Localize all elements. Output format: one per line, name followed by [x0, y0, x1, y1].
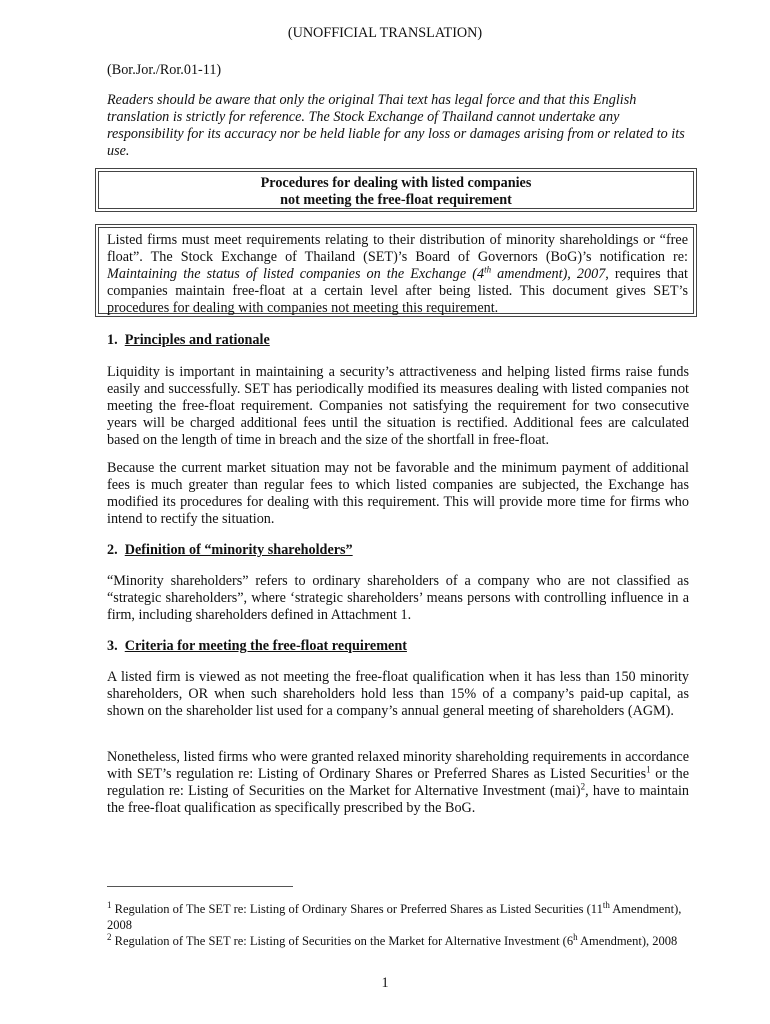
reference-code: (Bor.Jor./Ror.01-11) [107, 62, 222, 78]
footnote-text: Regulation of The SET re: Listing of Ordinary Shares or Preferred Shares as Listed Securities (11 [111, 902, 603, 916]
section-2-heading [107, 542, 353, 559]
para-text: , have to maintain the free-float qualification as specifically prescribed by the BoG. [107, 783, 689, 816]
para-text: Nonetheless, listed firms who were granted relaxed minority shareholding requirements in accordance with SET’s regulation re: Listing of Ordinary Shares or Preferred Shares as Listed Securities [107, 749, 689, 782]
footnote-divider [107, 886, 293, 887]
ordinal-sup: h [573, 931, 578, 942]
footnote-ref-2[interactable]: 2 [580, 781, 586, 792]
section-2-paragraph-1: “Minority shareholders” refers to ordinary shareholders of a company who are not classified as “strategic shareholders”, where ‘strategic shareholders’ means persons with controlling influence in a firm, including shareholders defined in Attachment 1. [107, 573, 689, 623]
section-number: 3. [107, 638, 118, 654]
intro-text-1: Listed firms must meet requirements relating to their distribution of minority shareholdings or “free float”. The Stock Exchange of Thailand (SET)’s Board of Governors (BoG)’s notification re: [107, 232, 688, 265]
footnote-text: Amendment), 2008 [577, 934, 678, 948]
title-line-1: Procedures for dealing with listed companies [260, 175, 532, 191]
title-line-2: not meeting the free-float requirement [280, 192, 512, 208]
document-title-box [98, 171, 694, 209]
footnote-mark: 2 [107, 931, 112, 942]
footnote-2 [107, 933, 692, 949]
footnote-ref-1[interactable]: 1 [646, 764, 651, 775]
section-1-paragraph-2: Because the current market situation may not be favorable and the minimum payment of additional fees is much greater than regular fees to which listed companies are subjected, the Exchange has modified its procedures for dealing with this requirement. This will provide more time for firms who intend to rectify the situation. [107, 460, 689, 527]
section-number: 2. [107, 542, 118, 558]
footnote-text: Regulation of The SET re: Listing of Securities on the Market for Alternative Investment (6 [111, 934, 574, 948]
section-1-heading [107, 332, 270, 349]
para-text: or the regulation re: Listing of Securities on the Market for Alternative Investment (mai) [107, 766, 689, 799]
footnote-text: Amendment), 2008 [107, 902, 682, 932]
intro-text-2: , requires that companies maintain free-float at a certain level after being listed. This document gives SET’s procedures for dealing with companies not meeting this requirement. [107, 266, 688, 316]
section-title: Criteria for meeting the free-float requirement [124, 638, 407, 654]
section-3-paragraph-2 [107, 749, 689, 817]
notification-title-end: amendment), 2007 [491, 266, 606, 282]
intro-notification-title [107, 266, 605, 282]
translation-disclaimer: Readers should be aware that only the original Thai text has legal force and that this English translation is strictly for reference. The Stock Exchange of Thailand cannot undertake any responsibility for its accuracy nor be held liable for any loss or damages arising from or related to its use. [107, 92, 685, 159]
section-3-heading [107, 638, 407, 655]
section-1-paragraph-1: Liquidity is important in maintaining a security’s attractiveness and helping listed firms raise funds easily and successfully. SET has periodically modified its measures dealing with listed companies not meeting the free-float requirement. Companies not satisfying the requirement for two consecutive years will be charged additional fees until the situation is rectified. Additional fees are calculated based on the length of time in breach and the size of the shortfall in free-float. [107, 364, 689, 448]
header-label: (UNOFFICIAL TRANSLATION) [287, 25, 483, 41]
ordinal-sup: th [484, 264, 492, 275]
footnote-1 [107, 901, 692, 933]
intro-summary-box [98, 227, 694, 314]
section-number: 1. [107, 332, 118, 348]
notification-title-text: Maintaining the status of listed companies on the Exchange (4 [107, 266, 485, 282]
ordinal-sup: th [602, 899, 610, 910]
section-3-paragraph-1: A listed firm is viewed as not meeting the free-float qualification when it has less than 150 minority shareholders, OR when such shareholders hold less than 15% of a company’s paid-up capital, as shown on the shareholder list used for a company’s annual general meeting of shareholders (AGM). [107, 669, 689, 719]
footnote-mark: 1 [107, 899, 112, 910]
page-number: 1 [381, 975, 389, 991]
section-title: Principles and rationale [124, 332, 270, 348]
section-title: Definition of “minority shareholders” [124, 542, 353, 558]
